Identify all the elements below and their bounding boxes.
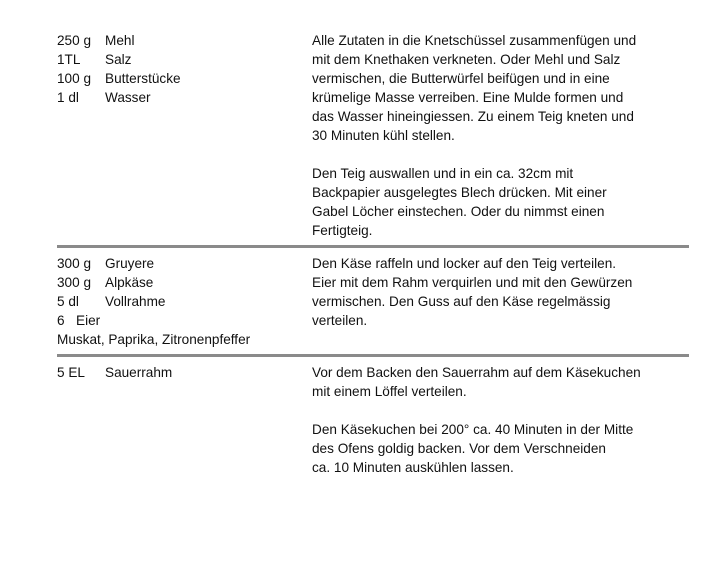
- ingredient-quantity: 250 g: [57, 33, 92, 48]
- ingredient-name: Mehl: [105, 33, 135, 48]
- instruction-line: des Ofens goldig backen. Vor dem Verschneiden: [312, 441, 606, 456]
- ingredient-row: [57, 273, 312, 292]
- instruction-line: Eier mit dem Rahm verquirlen und mit den Gewürzen: [312, 275, 633, 290]
- ingredient-row: [57, 50, 312, 69]
- recipe-section-dough: [57, 31, 689, 240]
- ingredient-quantity: 1TL: [57, 52, 81, 67]
- ingredient-row: [57, 311, 312, 330]
- recipe-document: [57, 31, 689, 477]
- instruction-paragraph: [312, 31, 689, 145]
- instruction-line: Vor dem Backen den Sauerrahm auf dem Käsekuchen: [312, 365, 641, 380]
- recipe-section-filling: [57, 254, 689, 349]
- ingredient-name: Sauerrahm: [105, 365, 173, 380]
- instruction-line: krümelige Masse verreiben. Eine Mulde formen und: [312, 90, 624, 105]
- instruction-line: Den Käse raffeln und locker auf den Teig verteilen.: [312, 256, 617, 271]
- ingredient-name: Vollrahme: [105, 294, 166, 309]
- ingredient-name: Gruyere: [105, 256, 155, 271]
- ingredient-name: Butterstücke: [105, 71, 181, 86]
- ingredient-row: [57, 31, 312, 50]
- ingredient-row: [57, 330, 312, 349]
- ingredient-quantity: 1 dl: [57, 90, 79, 105]
- ingredient-quantity: 5 dl: [57, 294, 79, 309]
- ingredient-row: [57, 292, 312, 311]
- ingredient-list: [57, 31, 312, 240]
- instruction-text: [312, 363, 689, 477]
- instruction-line: vermischen, die Butterwürfel beifügen und in eine: [312, 71, 610, 86]
- instruction-line: Backpapier ausgelegtes Blech drücken. Mit einer: [312, 185, 607, 200]
- instruction-line: verteilen.: [312, 313, 368, 328]
- instruction-text: [312, 254, 689, 349]
- ingredient-name: Alpkäse: [105, 275, 154, 290]
- instruction-paragraph: [312, 420, 689, 477]
- ingredient-quantity: 100 g: [57, 71, 92, 86]
- section-divider: [57, 245, 689, 248]
- instruction-paragraph: [312, 254, 689, 330]
- ingredient-row: [57, 69, 312, 88]
- ingredient-quantity: 5 EL: [57, 365, 85, 380]
- instruction-line: das Wasser hineingiessen. Zu einem Teig kneten und: [312, 109, 634, 124]
- instruction-line: Fertigteig.: [312, 223, 373, 238]
- instruction-line: Den Käsekuchen bei 200° ca. 40 Minuten in der Mitte: [312, 422, 634, 437]
- ingredient-quantity: 300 g: [57, 275, 92, 290]
- instruction-line: Gabel Löcher einstechen. Oder du nimmst einen: [312, 204, 605, 219]
- section-divider: [57, 354, 689, 357]
- recipe-section-baking: [57, 363, 689, 477]
- instruction-line: ca. 10 Minuten auskühlen lassen.: [312, 460, 514, 475]
- ingredient-row: [57, 254, 312, 273]
- ingredient-quantity: 6: [57, 313, 65, 328]
- instruction-line: Den Teig auswallen und in ein ca. 32cm mit: [312, 166, 574, 181]
- ingredient-name: Muskat, Paprika, Zitronenpfeffer: [57, 332, 251, 347]
- instruction-line: vermischen. Den Guss auf den Käse regelmässig: [312, 294, 611, 309]
- instruction-paragraph: [312, 164, 689, 240]
- instruction-text: [312, 31, 689, 240]
- ingredient-list: [57, 363, 312, 477]
- ingredient-row: [57, 88, 312, 107]
- ingredient-row: [57, 363, 312, 382]
- ingredient-list: [57, 254, 312, 349]
- instruction-line: mit dem Knethaken verkneten. Oder Mehl und Salz: [312, 52, 621, 67]
- ingredient-name: Eier: [76, 313, 101, 328]
- ingredient-name: Wasser: [105, 90, 151, 105]
- instruction-line: mit einem Löffel verteilen.: [312, 384, 467, 399]
- instruction-line: Alle Zutaten in die Knetschüssel zusammenfügen und: [312, 33, 637, 48]
- instruction-paragraph: [312, 363, 689, 401]
- ingredient-quantity: 300 g: [57, 256, 92, 271]
- instruction-line: 30 Minuten kühl stellen.: [312, 128, 455, 143]
- ingredient-name: Salz: [105, 52, 132, 67]
